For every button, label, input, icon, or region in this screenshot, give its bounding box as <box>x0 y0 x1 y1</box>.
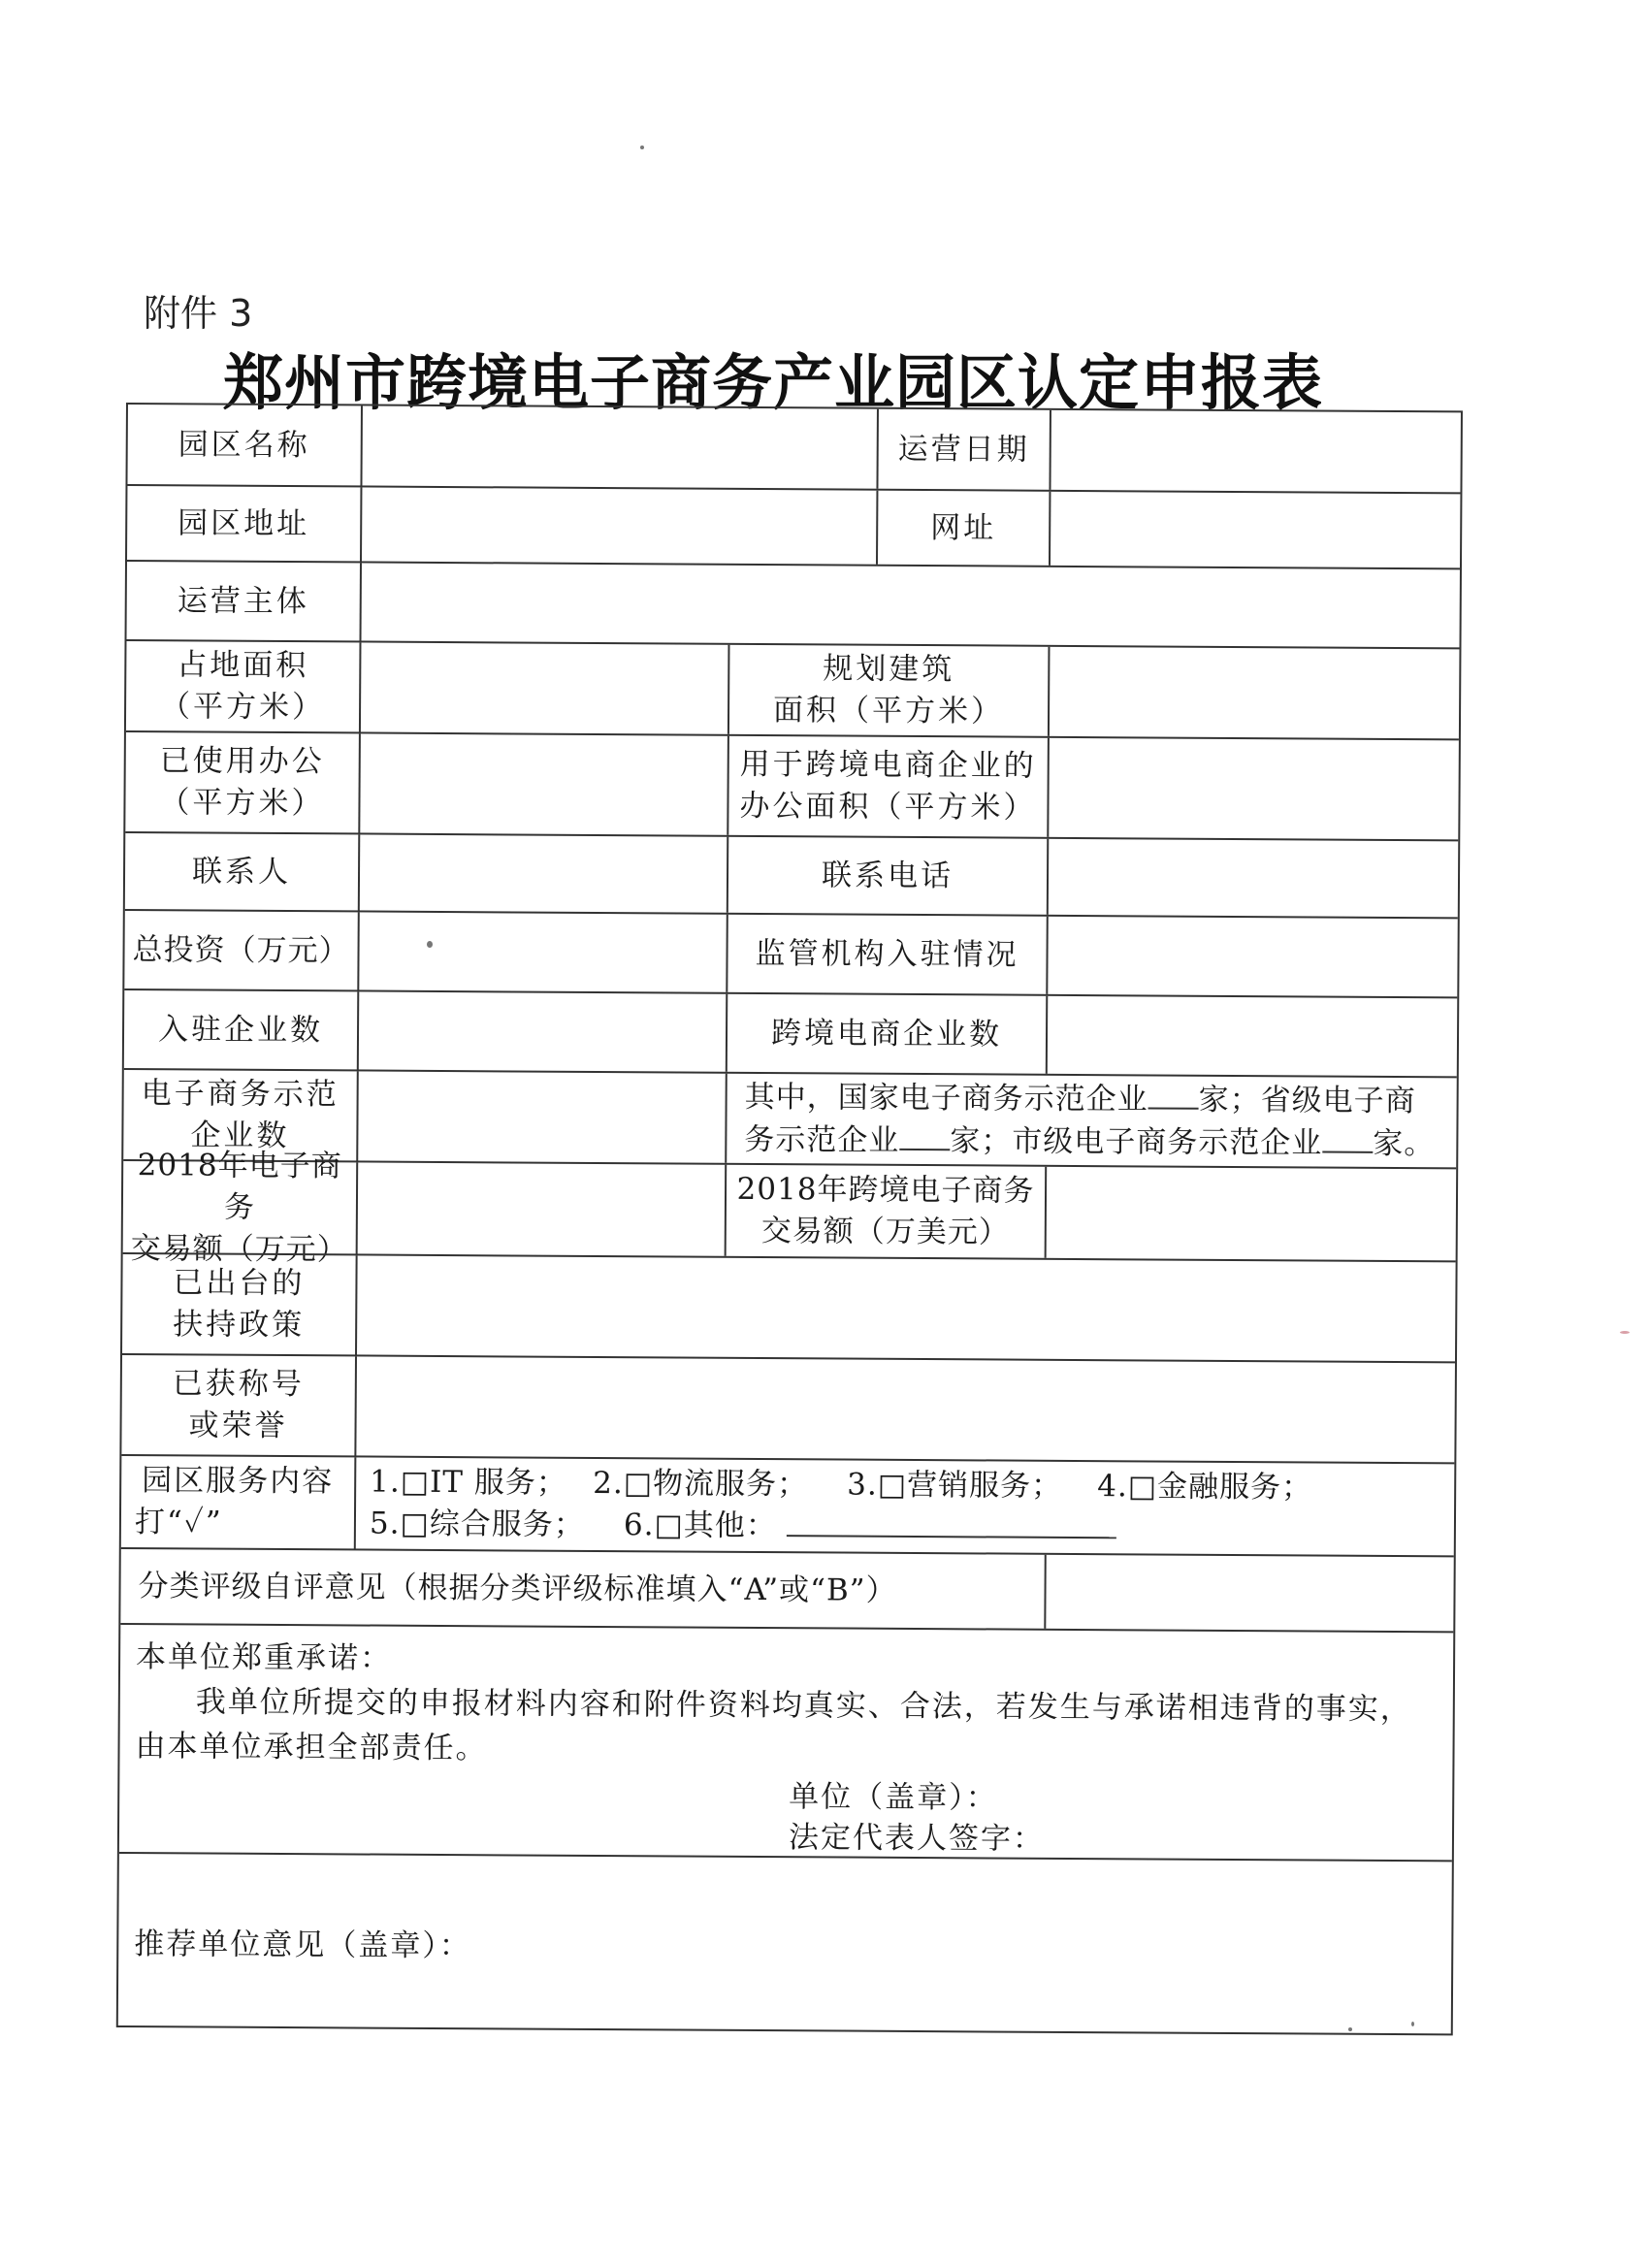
label-operator: 运营主体 <box>177 582 309 619</box>
field-total-investment[interactable] <box>357 912 726 991</box>
field-contact-person[interactable] <box>358 834 727 912</box>
blank-national[interactable] <box>1148 1078 1199 1109</box>
row-office-area <box>125 730 1459 839</box>
signature-label: 法定代表人签字： <box>788 1820 1046 1857</box>
label-self-rating: 分类评级自评意见（根据分类评级标准填入“A”或“B”） <box>138 1568 897 1608</box>
label-total-investment: 总投资（万元） <box>132 931 350 968</box>
field-policies[interactable] <box>355 1255 1456 1361</box>
label-honors <box>121 1355 355 1455</box>
service-option-comprehensive[interactable]: 5.□综合服务； <box>369 1506 585 1542</box>
label-services <box>121 1456 355 1548</box>
field-cbec-enterprise-count[interactable] <box>1046 996 1457 1077</box>
recommend-label: 推荐单位意见（盖章）： <box>134 1927 471 1964</box>
label-contact-phone: 联系电话 <box>727 837 1047 915</box>
scan-speck <box>1620 1331 1630 1334</box>
service-option-it[interactable]: 1.□IT 服务； <box>370 1464 567 1501</box>
label-planned-area <box>728 645 1049 736</box>
blank-provincial[interactable] <box>899 1119 950 1150</box>
label-contact-person: 联系人 <box>191 853 292 890</box>
services-options <box>354 1457 1455 1555</box>
service-other-input[interactable] <box>787 1506 1116 1539</box>
pledge-body-line2: 由本单位承担全部责任。 <box>135 1729 488 1766</box>
service-option-logistics[interactable]: 2.□物流服务； <box>593 1465 809 1503</box>
label-cbec-volume <box>725 1165 1046 1258</box>
label-website: 网址 <box>876 491 1049 566</box>
label-services-line1: 园区服务内容 <box>142 1463 335 1500</box>
row-services <box>121 1454 1455 1555</box>
label-cbec-office-line2: 办公面积（平方米） <box>739 788 1037 826</box>
label-used-office <box>125 732 359 832</box>
field-contact-phone[interactable] <box>1047 839 1458 918</box>
row-park-address <box>127 484 1460 567</box>
label-land-area-line1: 占地面积 <box>177 647 309 684</box>
label-cbec-volume-line2: 交易额（万美元） <box>760 1214 1010 1250</box>
field-self-rating[interactable] <box>1044 1555 1453 1632</box>
label-ec-volume <box>123 1147 357 1267</box>
label-planned-area-line2: 面积（平方米） <box>772 693 1005 729</box>
demo-detail-provincial-cont: 务示范企业 <box>744 1121 900 1158</box>
field-demo-enterprise[interactable] <box>356 1071 726 1162</box>
label-cbec-office <box>727 736 1048 837</box>
field-land-area[interactable] <box>359 642 728 733</box>
row-pledge <box>119 1623 1453 1860</box>
label-used-office-line2: （平方米） <box>159 785 325 822</box>
pledge-heading: 本单位郑重承诺： <box>135 1639 393 1676</box>
field-planned-area[interactable] <box>1048 647 1460 739</box>
label-services-line2: 打“✓” <box>134 1505 223 1540</box>
demo-detail-national: 其中，国家电子商务示范企业 <box>744 1079 1148 1118</box>
row-enterprise-count <box>124 988 1457 1076</box>
label-demo-enterprise-line2: 企业数 <box>190 1118 290 1154</box>
field-park-address[interactable] <box>360 487 876 564</box>
attachment-label: 附件 3 <box>144 292 253 335</box>
scan-speck <box>427 941 433 948</box>
label-land-area-line2: （平方米） <box>159 689 326 726</box>
label-cbec-office-line1: 用于跨境电商企业的 <box>739 746 1037 784</box>
field-used-office[interactable] <box>358 733 728 834</box>
row-trade-volume <box>123 1147 1457 1267</box>
label-enterprise-count: 入驻企业数 <box>157 1011 324 1048</box>
label-cbec-volume-line1: 2018年跨境电子商务 <box>736 1171 1035 1209</box>
service-option-finance[interactable]: 4.□金融服务； <box>1097 1469 1313 1506</box>
label-regulator-status: 监管机构入驻情况 <box>726 915 1046 994</box>
pledge-body-line1: 我单位所提交的申报材料内容和附件资料均真实、合法，若发生与承诺相违背的事实， <box>195 1684 1412 1728</box>
label-demo-enterprise-line1: 电子商务示范 <box>141 1076 340 1113</box>
service-option-other[interactable]: 6.□其他： <box>623 1507 777 1544</box>
row-contact <box>125 831 1458 917</box>
field-operation-date[interactable] <box>1049 410 1460 493</box>
row-investment <box>124 909 1457 996</box>
demo-enterprise-detail <box>725 1074 1457 1168</box>
label-honors-line2: 或荣誉 <box>188 1408 288 1444</box>
field-cbec-office[interactable] <box>1047 738 1459 840</box>
row-park-name <box>127 405 1460 492</box>
label-cbec-enterprise-count: 跨境电商企业数 <box>726 994 1046 1074</box>
service-option-marketing[interactable]: 3.□营销服务； <box>847 1467 1063 1504</box>
scan-speck <box>1411 2022 1414 2026</box>
row-policies <box>122 1252 1456 1361</box>
label-used-office-line1: 已使用办公 <box>159 743 325 780</box>
field-operator[interactable] <box>360 563 1460 647</box>
row-operator <box>127 560 1460 647</box>
field-cbec-volume[interactable] <box>1045 1167 1457 1261</box>
label-ec-volume-line2: 交易额（万元） <box>130 1230 348 1267</box>
label-park-name: 园区名称 <box>178 426 310 463</box>
field-park-name[interactable] <box>360 405 876 488</box>
field-honors[interactable] <box>354 1356 1455 1462</box>
row-land-area <box>126 639 1460 738</box>
form-title: 郑州市跨境电子商务产业园区认定申报表 <box>223 347 1324 418</box>
field-enterprise-count[interactable] <box>357 991 726 1071</box>
seal-label: 单位（盖章）： <box>789 1779 998 1816</box>
application-form-table <box>116 403 1463 2035</box>
field-regulator-status[interactable] <box>1046 917 1457 997</box>
label-policies-line2: 扶持政策 <box>173 1307 306 1344</box>
label-ec-volume-line1: 2018年电子商务 <box>137 1147 342 1225</box>
scan-speck <box>1348 2027 1352 2031</box>
field-ec-volume[interactable] <box>356 1162 726 1255</box>
demo-detail-municipal: 家；市级电子商务示范企业 <box>950 1123 1323 1161</box>
label-policies-line1: 已出台的 <box>173 1265 306 1302</box>
label-policies <box>122 1254 356 1354</box>
label-park-address: 园区地址 <box>178 504 310 541</box>
blank-municipal[interactable] <box>1322 1122 1373 1153</box>
label-operation-date: 运营日期 <box>876 409 1049 490</box>
label-land-area <box>126 641 360 731</box>
label-honors-line1: 已获称号 <box>172 1366 305 1403</box>
demo-detail-end: 家。 <box>1373 1125 1436 1162</box>
demo-detail-provincial: 家；省级电子商 <box>1198 1082 1416 1119</box>
scan-speck <box>640 146 644 149</box>
row-self-rating <box>120 1547 1453 1631</box>
row-honors <box>121 1353 1455 1462</box>
row-recommendation <box>118 1852 1452 2034</box>
field-website[interactable] <box>1049 492 1460 568</box>
label-planned-area-line1: 规划建筑 <box>823 651 955 688</box>
